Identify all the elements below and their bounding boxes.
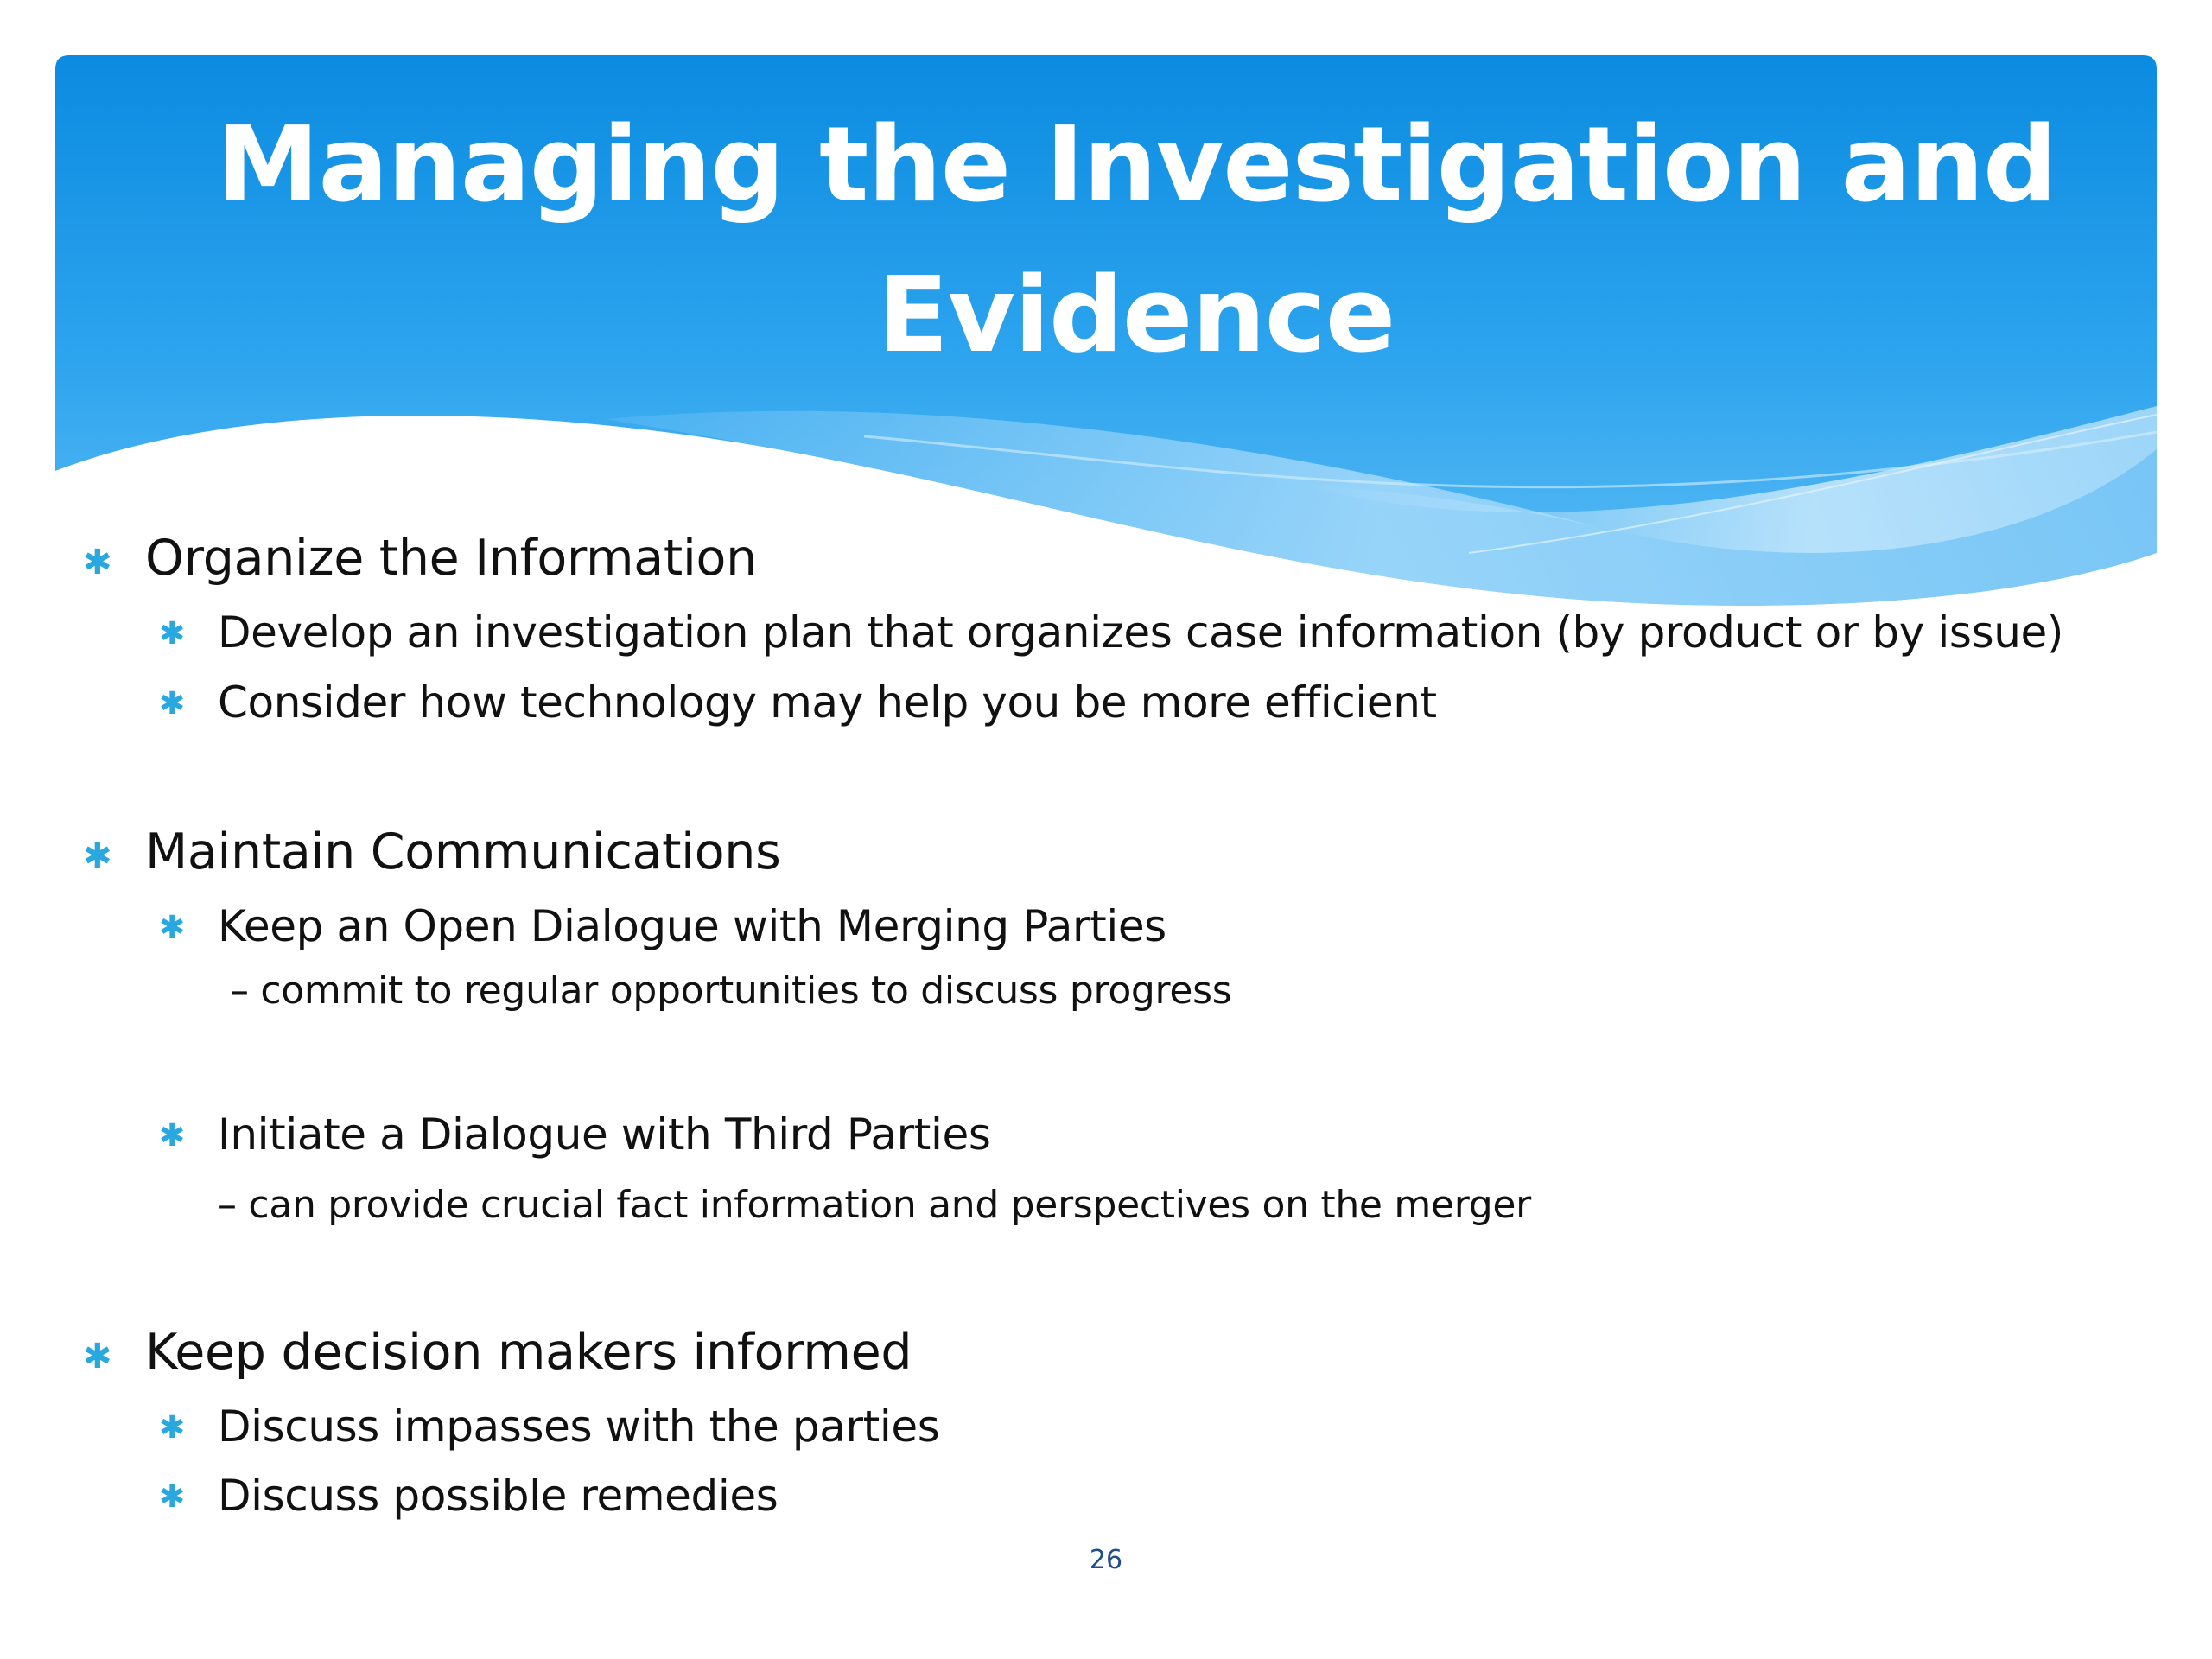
bullet-text: Keep an Open Dialogue with Merging Parties [218, 901, 1166, 951]
bullet-item-level1 [83, 1319, 912, 1385]
slide-title: Managing the Investigation and Evidence [216, 105, 2056, 376]
asterisk-bullet-icon: ✱ [159, 1479, 186, 1515]
page-number: 26 [1089, 1545, 1123, 1575]
bullet-item-level2 [159, 602, 2063, 663]
bullet-text: Develop an investigation plan that organizes case information (by product or by issue) [218, 607, 2063, 658]
bullet-item-level1 [83, 525, 757, 591]
bullet-note [230, 964, 1231, 1018]
bullet-text: Maintain Communications [145, 823, 781, 880]
bullet-text: Discuss impasses with the parties [218, 1402, 940, 1452]
bullet-note [218, 1179, 1531, 1232]
bullet-item-level2 [159, 1104, 991, 1165]
bullet-text: Consider how technology may help you be more efficient [218, 677, 1437, 728]
note-text: – can provide crucial fact information and perspectives on the merger [218, 1183, 1531, 1227]
bullet-item-level1 [83, 819, 781, 885]
bullet-item-level2 [159, 896, 1166, 957]
asterisk-bullet-icon: ✱ [159, 1410, 186, 1446]
note-text: – commit to regular opportunities to discuss progress [230, 969, 1232, 1013]
bullet-text: Organize the Information [145, 530, 757, 587]
asterisk-bullet-icon: ✱ [83, 836, 112, 876]
asterisk-bullet-icon: ✱ [159, 686, 186, 721]
bullet-text: Initiate a Dialogue with Third Parties [218, 1109, 991, 1160]
bullet-item-level2 [159, 1465, 779, 1526]
asterisk-bullet-icon: ✱ [159, 616, 186, 652]
asterisk-bullet-icon: ✱ [159, 1118, 186, 1154]
asterisk-bullet-icon: ✱ [83, 543, 112, 582]
asterisk-bullet-icon: ✱ [159, 910, 186, 945]
bullet-text: Discuss possible remedies [218, 1471, 779, 1521]
bullet-item-level2 [159, 1396, 940, 1457]
bullet-text: Keep decision makers informed [145, 1324, 912, 1381]
asterisk-bullet-icon: ✱ [83, 1337, 112, 1376]
bullet-item-level2 [159, 672, 1437, 733]
